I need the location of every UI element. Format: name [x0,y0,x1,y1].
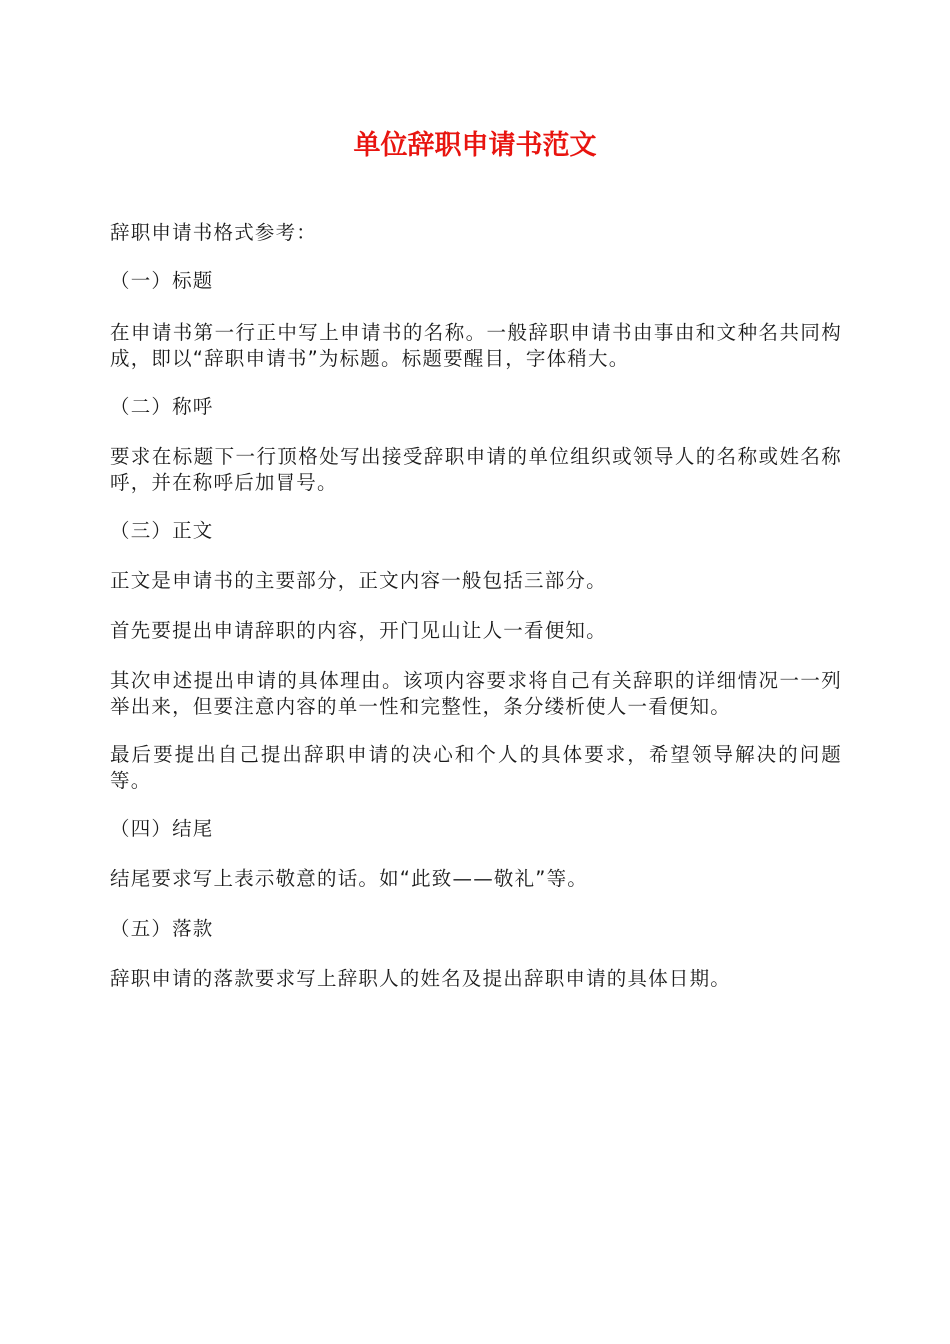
section-paragraph: 在申请书第一行正中写上申请书的名称。一般辞职申请书由事由和文种名共同构成，即以“辞职申请书”为标题。标题要醒目，字体稍大。 [110,321,842,370]
document-title: 单位辞职申请书范文 [353,130,597,161]
section-paragraph: 首先要提出申请辞职的内容，开门见山让人一看便知。 [110,619,607,642]
section-heading-signature: （五）落款 [110,917,214,940]
section-paragraph: 要求在标题下一行顶格处写出接受辞职申请的单位组织或领导人的名称或姓名称呼，并在称呼后加冒号。 [110,445,842,494]
section-paragraph: 最后要提出自己提出辞职申请的决心和个人的具体要求，希望领导解决的问题等。 [110,743,842,792]
section-heading-ending: （四）结尾 [110,817,214,840]
section-paragraph: 辞职申请的落款要求写上辞职人的姓名及提出辞职申请的具体日期。 [110,967,732,990]
section-heading-salutation: （二）称呼 [110,395,214,418]
section-heading-title: （一）标题 [110,269,214,292]
section-paragraph: 结尾要求写上表示敬意的话。如“此致——敬礼”等。 [110,867,589,890]
section-heading-body: （三）正文 [110,519,214,542]
section-paragraph: 正文是申请书的主要部分，正文内容一般包括三部分。 [110,569,607,592]
intro-text: 辞职申请书格式参考： [110,221,318,244]
section-paragraph: 其次申述提出申请的具体理由。该项内容要求将自己有关辞职的详细情况一一列举出来，但要注意内容的单一性和完整性，条分缕析使人一看便知。 [110,669,842,718]
